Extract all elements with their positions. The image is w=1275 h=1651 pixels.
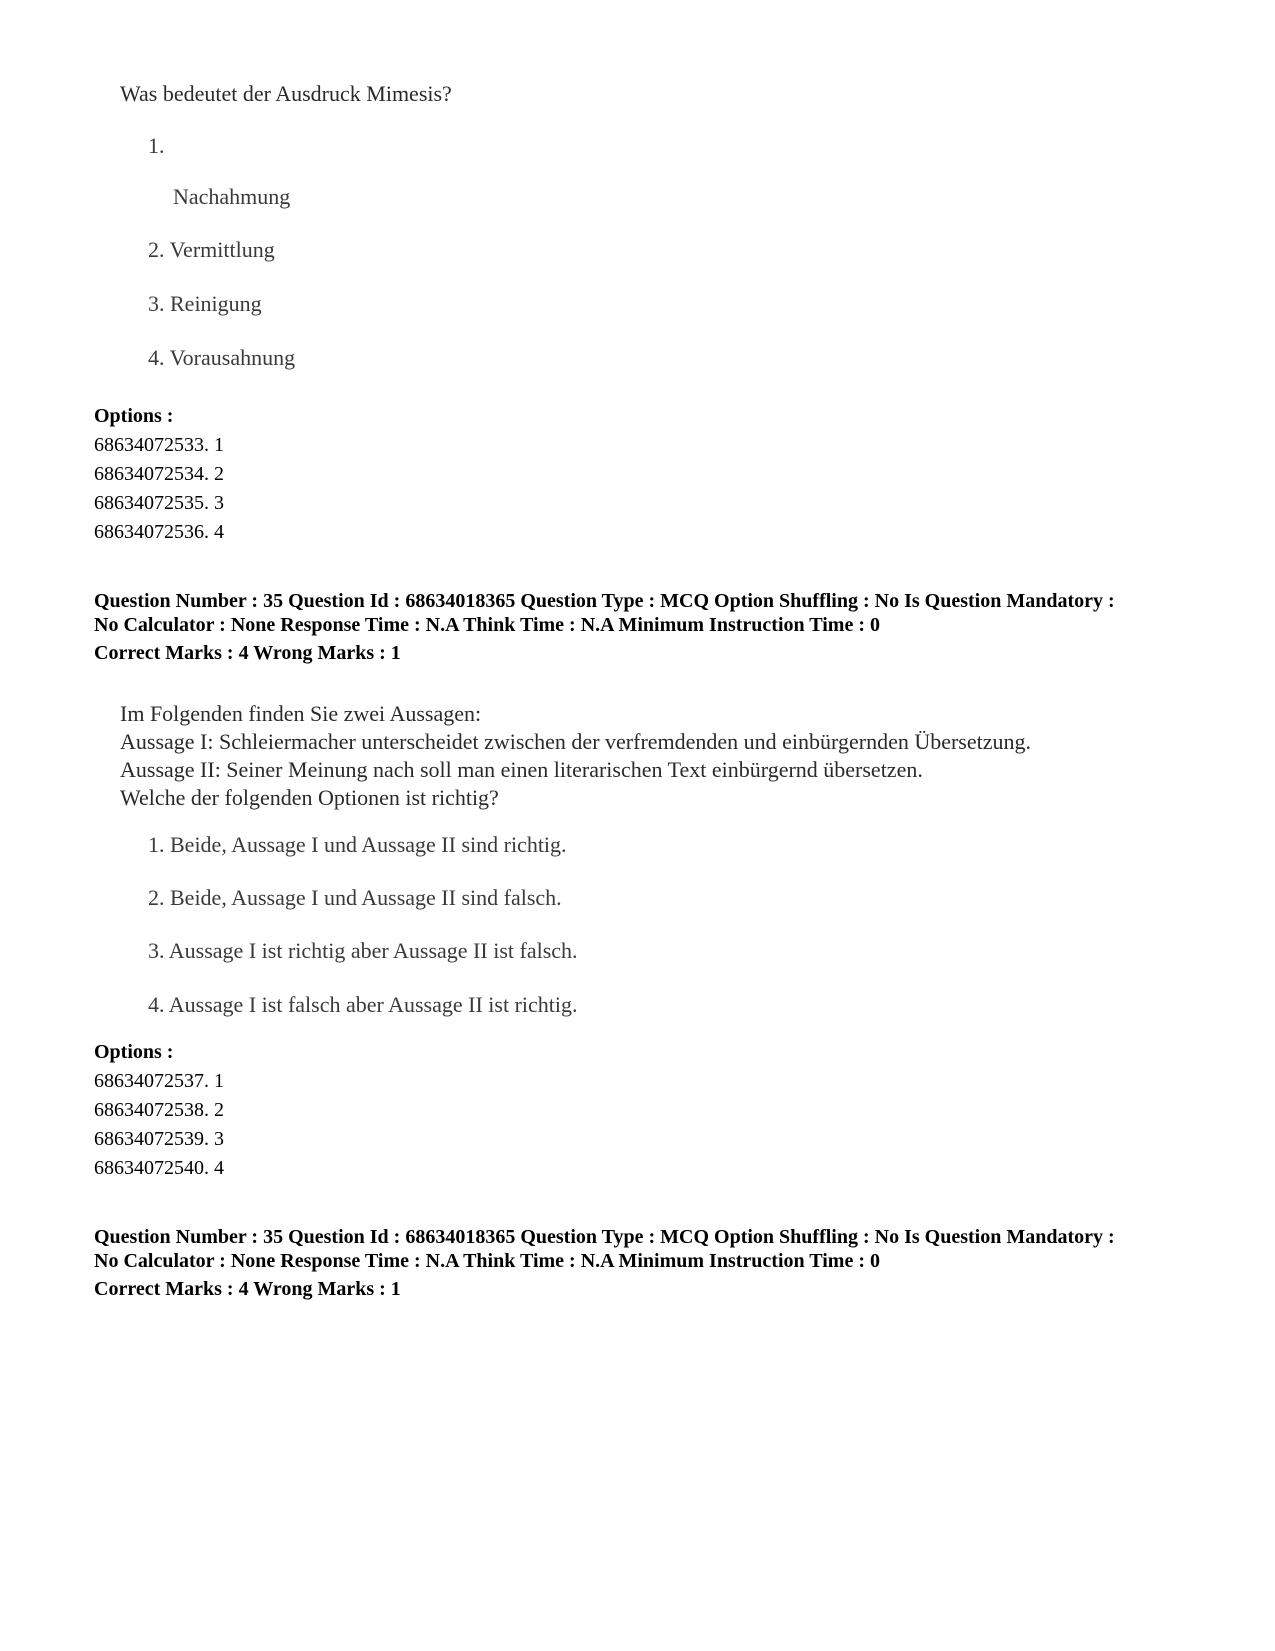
choice-text: Reinigung <box>170 291 262 316</box>
options-heading: Options : <box>94 405 174 427</box>
choice-number: 3. <box>148 291 165 316</box>
question-meta <box>94 1225 1234 1301</box>
choice-text: Nachahmung <box>173 184 291 209</box>
question-marks: Correct Marks : 4 Wrong Marks : 1 <box>94 642 401 664</box>
choice-number: 1. <box>148 133 165 158</box>
option-item: 68634072534. 2 <box>94 463 224 485</box>
question-stem: Was bedeutet der Ausdruck Mimesis? <box>120 81 452 106</box>
choice-item <box>148 344 295 372</box>
question-meta <box>94 589 1234 665</box>
question-meta-line: No Calculator : None Response Time : N.A Think Time : N.A Minimum Instruction Time : 0 <box>94 614 880 636</box>
option-item: 68634072538. 2 <box>94 1099 224 1121</box>
choice-item <box>148 290 262 318</box>
option-item: 68634072535. 3 <box>94 492 224 514</box>
options-list <box>94 402 224 547</box>
options-heading: Options : <box>94 1041 174 1063</box>
question-meta-line: No Calculator : None Response Time : N.A Think Time : N.A Minimum Instruction Time : 0 <box>94 1250 880 1272</box>
option-item: 68634072540. 4 <box>94 1157 224 1179</box>
options-list <box>94 1038 224 1183</box>
option-item: 68634072537. 1 <box>94 1070 224 1092</box>
option-item: 68634072536. 4 <box>94 521 224 543</box>
stem-line: Aussage I: Schleiermacher unterscheidet zwischen der verfremdenden und einbürgernden Übersetzung. <box>120 729 1032 754</box>
choice-item: 3. Aussage I ist richtig aber Aussage II ist falsch. <box>148 938 578 963</box>
question-meta-line: Question Number : 35 Question Id : 68634018365 Question Type : MCQ Option Shuffling : No Is Question Mandatory : <box>94 1226 1115 1248</box>
choice-text: Vermittlung <box>169 237 275 262</box>
stem-line: Im Folgenden finden Sie zwei Aussagen: <box>120 701 482 726</box>
option-item: 68634072533. 1 <box>94 434 224 456</box>
question-meta-line: Question Number : 35 Question Id : 68634018365 Question Type : MCQ Option Shuffling : No Is Question Mandatory : <box>94 590 1115 612</box>
choice-item: 2. Beide, Aussage I und Aussage II sind falsch. <box>148 885 562 910</box>
choice-item: 1. Beide, Aussage I und Aussage II sind richtig. <box>148 832 567 857</box>
choice-text: Vorausahnung <box>169 345 296 370</box>
choice-item <box>148 236 275 264</box>
choice-item: 4. Aussage I ist falsch aber Aussage II ist richtig. <box>148 992 578 1017</box>
choice-number: 2. <box>148 237 165 262</box>
question-marks: Correct Marks : 4 Wrong Marks : 1 <box>94 1278 401 1300</box>
choice-number: 4. <box>148 345 165 370</box>
stem-line: Aussage II: Seiner Meinung nach soll man einen literarischen Text einbürgernd übersetzen. <box>120 757 923 782</box>
stem-line: Welche der folgenden Optionen ist richtig? <box>120 785 499 810</box>
question-stem <box>120 700 1031 812</box>
option-item: 68634072539. 3 <box>94 1128 224 1150</box>
